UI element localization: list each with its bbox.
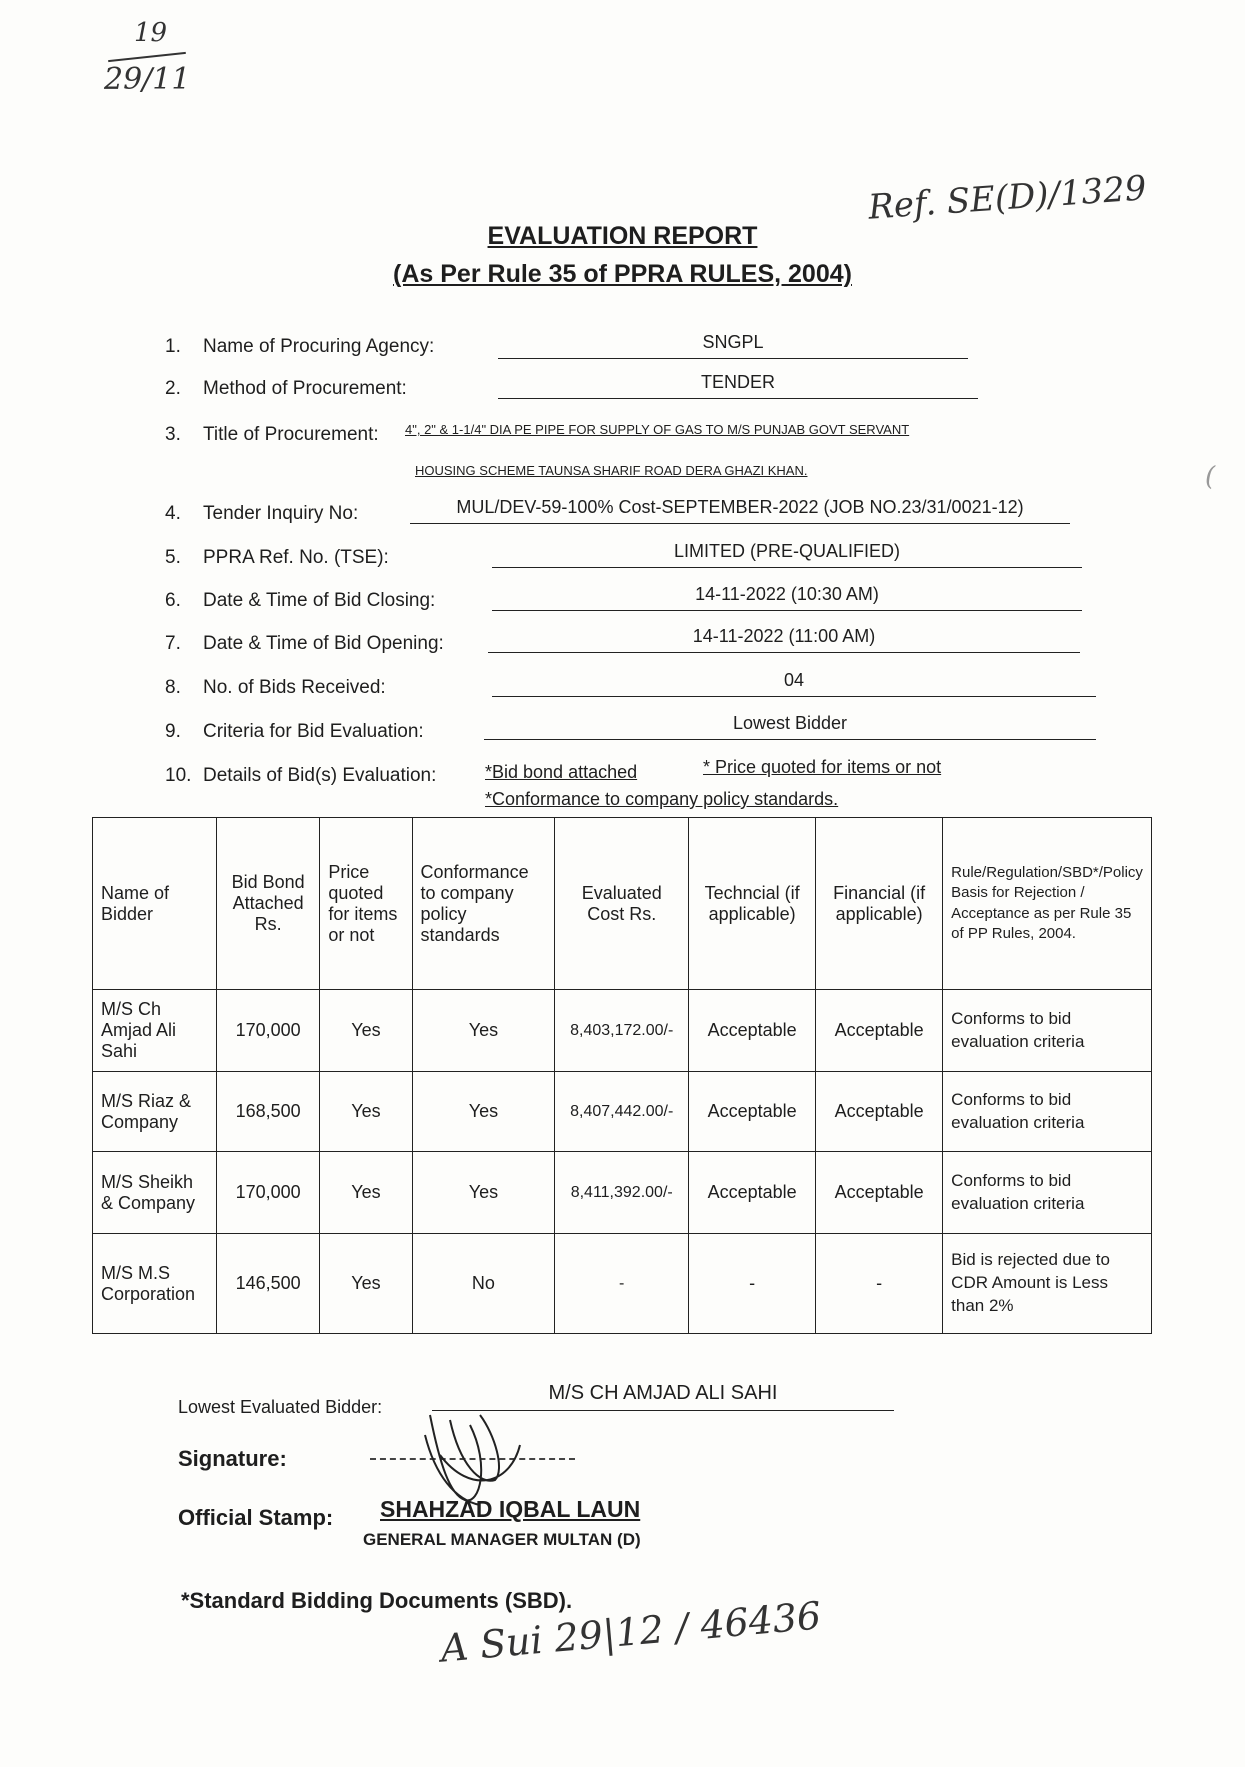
margin-mark: ( [1205, 462, 1216, 492]
cell-bidder-name: M/S Sheikh & Company [93, 1152, 217, 1234]
col-header-name: Name of Bidder [93, 818, 217, 990]
cell-rule-basis: Bid is rejected due to CDR Amount is Less than 2% [943, 1234, 1152, 1334]
cell-rule-basis: Conforms to bid evaluation criteria [943, 990, 1152, 1072]
cell-conformance: Yes [412, 1152, 555, 1234]
cell-evaluated-cost: 8,407,442.00/- [555, 1072, 689, 1152]
field-ppra-ref-value: LIMITED (PRE-QUALIFIED) [492, 541, 1082, 568]
cell-price-quoted: Yes [320, 1072, 412, 1152]
lowest-bidder-value: M/S CH AMJAD ALI SAHI [432, 1382, 894, 1411]
stamp-name: SHAHZAD IQBAL LAUN [380, 1496, 641, 1522]
field-bid-details-value-b: * Price quoted for items or not [703, 757, 942, 777]
field-title-procurement-value: 4", 2" & 1-1/4" DIA PE PIPE FOR SUPPLY OF GAS TO M/S PUNJAB GOVT SERVANT [405, 422, 910, 437]
cell-financial: Acceptable [816, 1072, 943, 1152]
field-bid-details: 10. Details of Bid(s) Evaluation: [165, 765, 437, 786]
cell-evaluated-cost: 8,411,392.00/- [555, 1152, 689, 1234]
col-header-price-quoted: Price quoted for items or not [320, 818, 412, 990]
fraction-top: 19 [134, 18, 168, 48]
field-tender-inquiry-value: MUL/DEV-59-100% Cost-SEPTEMBER-2022 (JOB NO.23/31/0021-12) [410, 497, 1070, 524]
field-method-value: TENDER [498, 372, 978, 399]
field-bids-received-value: 04 [492, 670, 1096, 697]
field-bid-details-value-line2: *Conformance to company policy standards. [485, 789, 839, 809]
field-procuring-agency: 1. Name of Procuring Agency: [165, 336, 435, 357]
field-method: 2. Method of Procurement: [165, 378, 407, 399]
cell-bid-bond: 170,000 [216, 1152, 319, 1234]
handwritten-fraction [98, 18, 193, 138]
sbd-footnote: *Standard Bidding Documents (SBD). [181, 1588, 573, 1613]
report-title: EVALUATION REPORT [487, 222, 758, 250]
field-ppra-ref: 5. PPRA Ref. No. (TSE): [165, 547, 389, 568]
cell-technical: Acceptable [689, 1072, 816, 1152]
report-subtitle: (As Per Rule 35 of PPRA RULES, 2004) [393, 260, 852, 288]
cell-evaluated-cost: 8,403,172.00/- [555, 990, 689, 1072]
col-header-conformance: Conformance to company policy standards [412, 818, 555, 990]
col-header-technical: Techncial (if applicable) [689, 818, 816, 990]
table-row [93, 1234, 1152, 1334]
col-header-bid-bond: Bid Bond Attached Rs. [216, 818, 319, 990]
table-header-row [93, 818, 1152, 990]
col-header-evaluated-cost: Evaluated Cost Rs. [555, 818, 689, 990]
cell-bidder-name: M/S Ch Amjad Ali Sahi [93, 990, 217, 1072]
cell-bid-bond: 170,000 [216, 990, 319, 1072]
field-procuring-agency-value: SNGPL [498, 332, 968, 359]
field-title-procurement: 3. Title of Procurement: [165, 424, 379, 445]
lowest-bidder-label: Lowest Evaluated Bidder: [178, 1397, 383, 1417]
stamp-title: GENERAL MANAGER MULTAN (D) [363, 1530, 641, 1549]
cell-technical: Acceptable [689, 1152, 816, 1234]
cell-financial: - [816, 1234, 943, 1334]
field-bid-closing-value: 14-11-2022 (10:30 AM) [492, 584, 1082, 611]
cell-bidder-name: M/S Riaz & Company [93, 1072, 217, 1152]
cell-evaluated-cost: - [555, 1234, 689, 1334]
field-bid-details-value-a: *Bid bond attached [485, 762, 638, 782]
cell-technical: Acceptable [689, 990, 816, 1072]
cell-rule-basis: Conforms to bid evaluation criteria [943, 1072, 1152, 1152]
cell-price-quoted: Yes [320, 1234, 412, 1334]
official-stamp-label: Official Stamp: [178, 1505, 334, 1530]
handwritten-bottom-note: A Sui 29|12 / 46436 [438, 1593, 823, 1671]
field-tender-inquiry: 4. Tender Inquiry No: [165, 503, 359, 524]
cell-financial: Acceptable [816, 990, 943, 1072]
col-header-rule-basis: Rule/Regulation/SBD*/Policy Basis for Rejection / Acceptance as per Rule 35 of PP Rules, 2004. [943, 818, 1152, 990]
cell-technical: - [689, 1234, 816, 1334]
cell-bid-bond: 168,500 [216, 1072, 319, 1152]
fraction-bar [108, 52, 186, 62]
fraction-bottom: 29/11 [104, 62, 191, 97]
field-bid-closing: 6. Date & Time of Bid Closing: [165, 590, 436, 611]
table-row [93, 990, 1152, 1072]
cell-conformance: No [412, 1234, 555, 1334]
col-header-financial: Financial (if applicable) [816, 818, 943, 990]
cell-conformance: Yes [412, 1072, 555, 1152]
field-criteria: 9. Criteria for Bid Evaluation: [165, 721, 424, 742]
bid-evaluation-table [92, 817, 1152, 1334]
cell-rule-basis: Conforms to bid evaluation criteria [943, 1152, 1152, 1234]
cell-financial: Acceptable [816, 1152, 943, 1234]
cell-conformance: Yes [412, 990, 555, 1072]
field-bids-received: 8. No. of Bids Received: [165, 677, 386, 698]
field-title-procurement-value-line2: HOUSING SCHEME TAUNSA SHARIF ROAD DERA GHAZI KHAN. [415, 463, 808, 478]
cell-price-quoted: Yes [320, 1152, 412, 1234]
cell-price-quoted: Yes [320, 990, 412, 1072]
cell-bid-bond: 146,500 [216, 1234, 319, 1334]
table-row [93, 1152, 1152, 1234]
table-row [93, 1072, 1152, 1152]
signature-label: Signature: [178, 1446, 287, 1471]
field-bid-opening: 7. Date & Time of Bid Opening: [165, 633, 444, 654]
field-bid-opening-value: 14-11-2022 (11:00 AM) [488, 626, 1080, 653]
handwritten-ref-note: Ref. SE(D)/1329 [866, 168, 1148, 228]
cell-bidder-name: M/S M.S Corporation [93, 1234, 217, 1334]
field-criteria-value: Lowest Bidder [484, 713, 1096, 740]
